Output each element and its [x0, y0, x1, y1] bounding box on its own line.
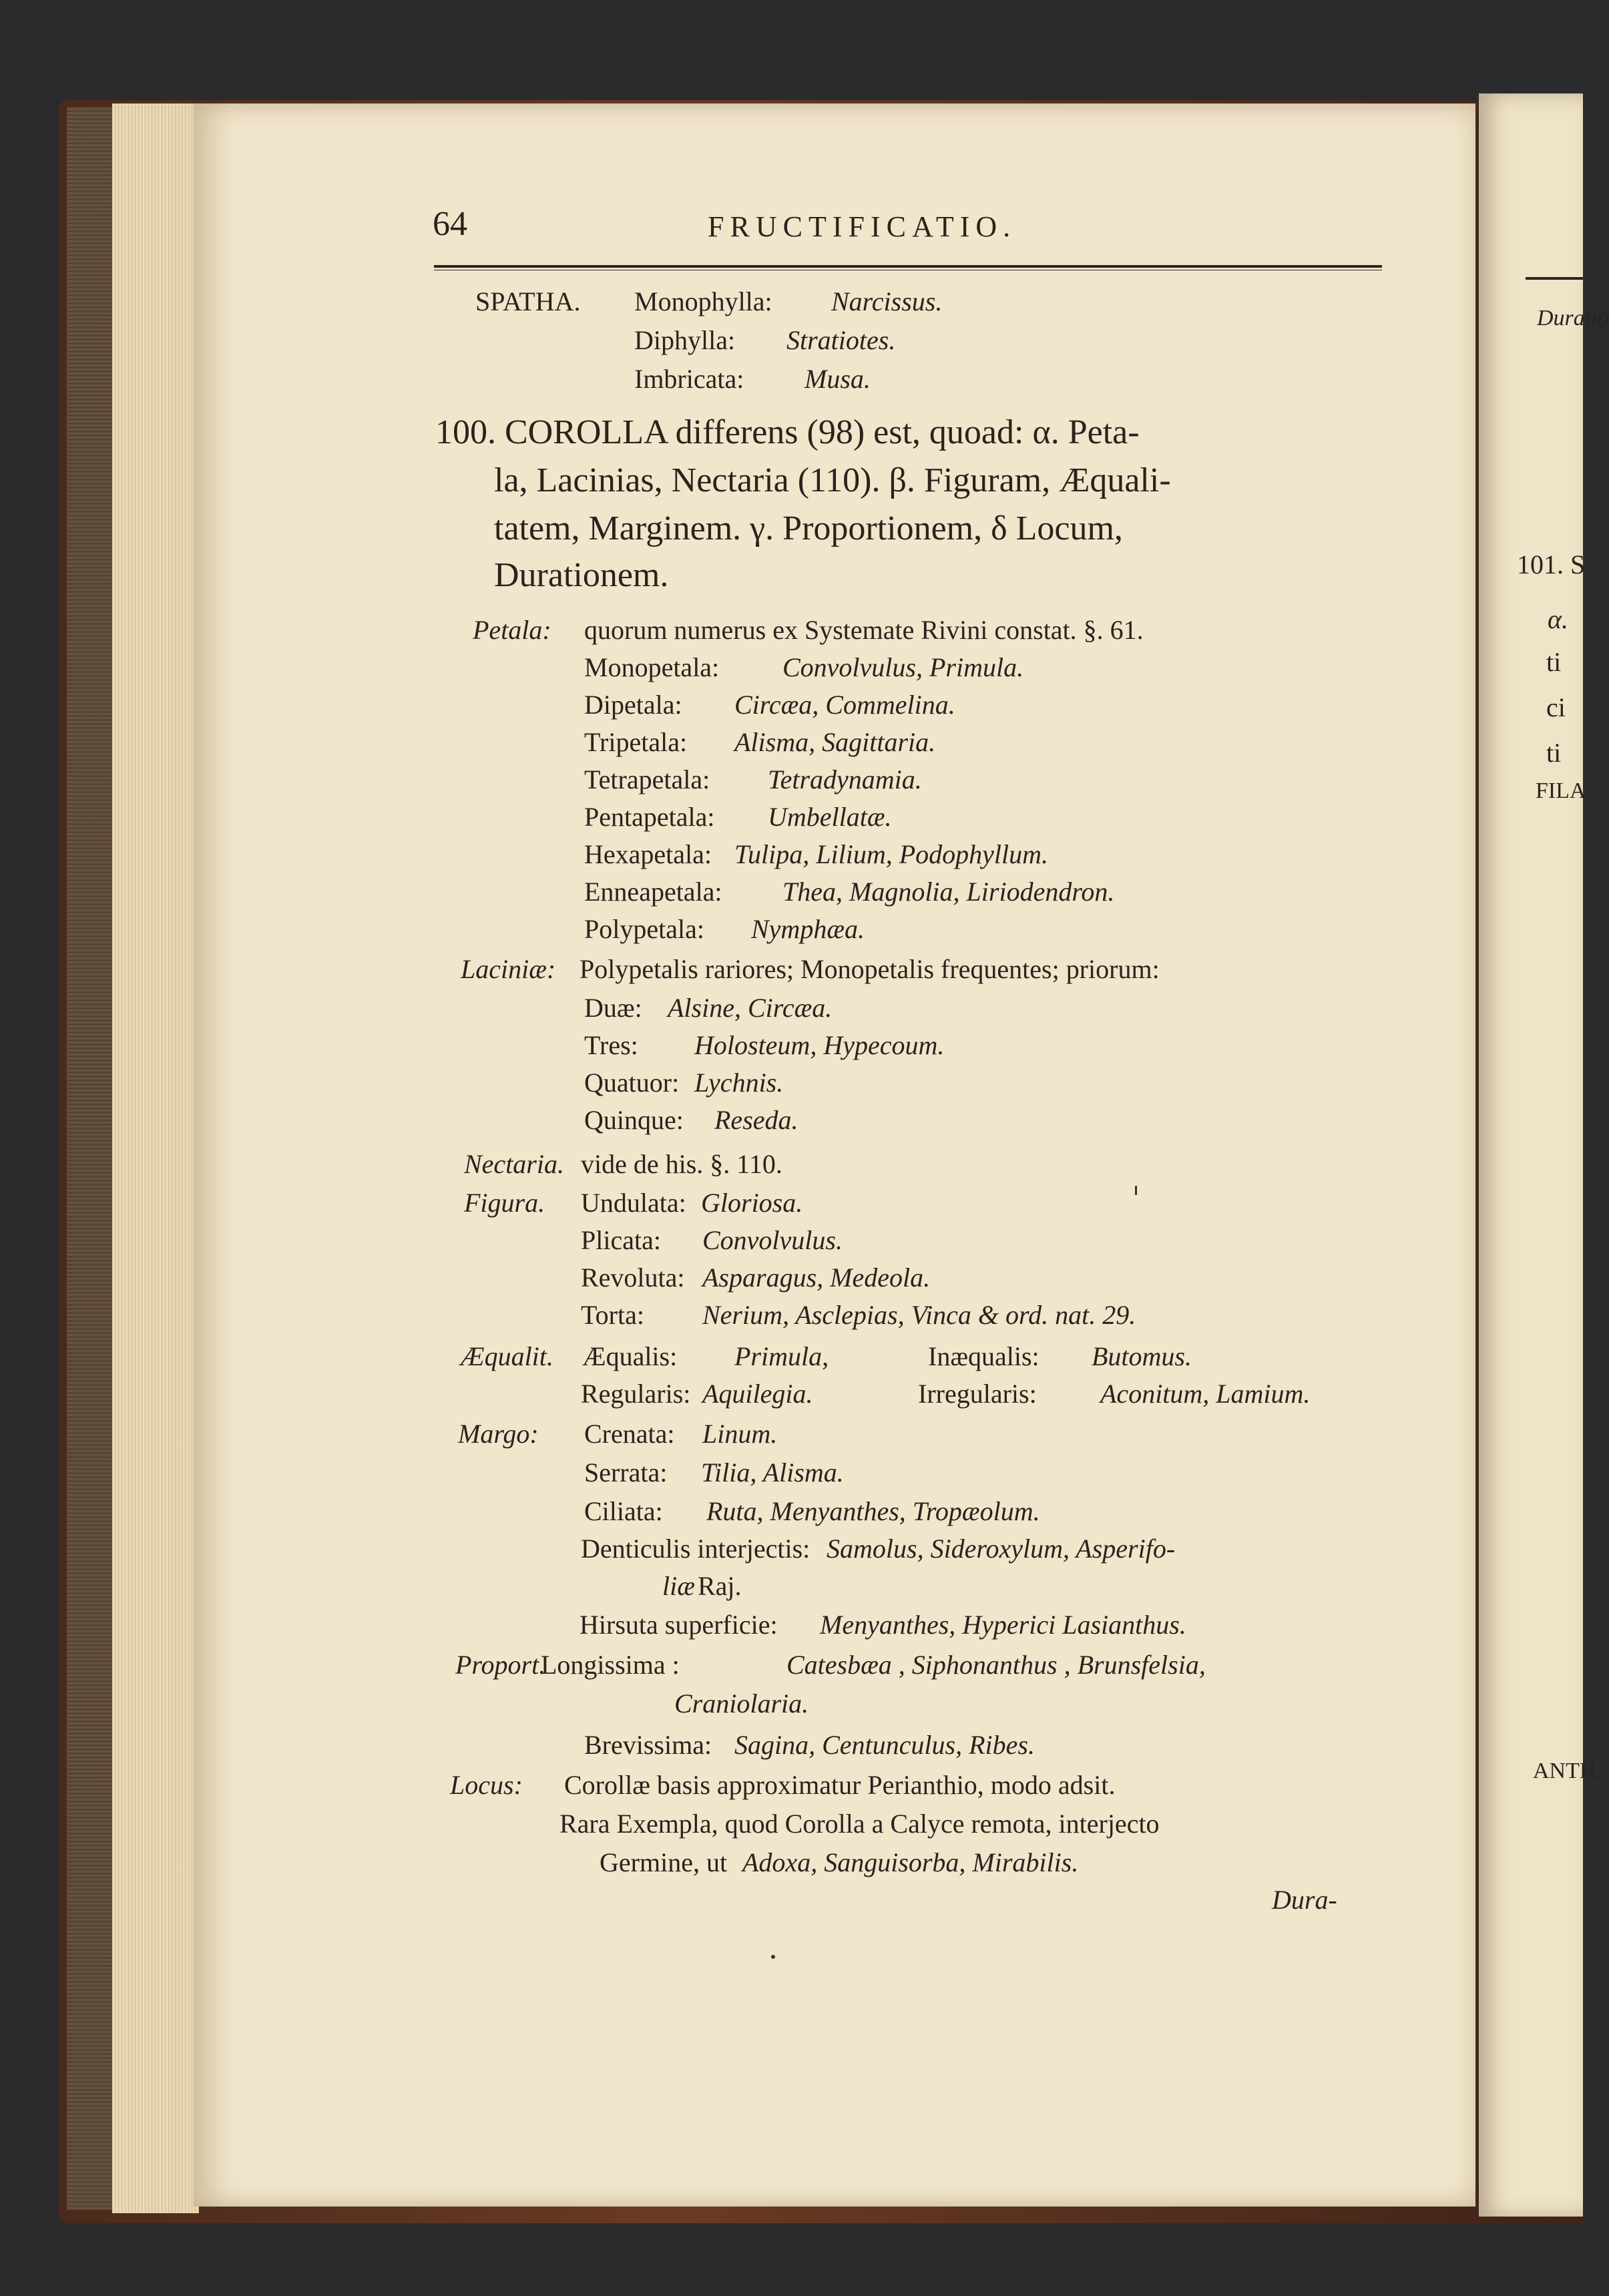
next-page-line-2: ti	[1546, 647, 1562, 677]
petala-2-type: Dipetala:	[584, 690, 682, 720]
proportio-3-type: Brevissima:	[584, 1730, 712, 1760]
next-page-rule	[1526, 277, 1583, 280]
locus-label: Locus:	[450, 1770, 523, 1800]
aequalitas-2-example: Aquilegia.	[702, 1379, 813, 1409]
laciniae-1-example: Alsine, Circæa.	[668, 993, 833, 1023]
margo-4-example: Samolus, Sideroxylum, Asperifo-	[827, 1534, 1176, 1564]
page-speck	[771, 1955, 775, 1959]
petala-text: quorum numerus ex Systemate Rivini constat. §. 61.	[584, 615, 1144, 645]
proportio-1-type: Longissima :	[541, 1650, 680, 1680]
laciniae-3-count: Quatuor:	[584, 1068, 680, 1098]
spatha-3-example: Musa.	[804, 364, 871, 394]
figura-1-type: Undulata:	[581, 1188, 686, 1218]
figura-1-example: Gloriosa.	[701, 1188, 803, 1218]
margo-1-type: Crenata:	[584, 1419, 675, 1449]
aequalitas-1-example: Primula,	[734, 1341, 829, 1371]
laciniae-3-example: Lychnis.	[694, 1068, 784, 1098]
spatha-heading: SPATHA.	[475, 286, 581, 316]
margo-6-type: Hirsuta superficie:	[580, 1610, 778, 1640]
margo-4-type: Denticulis interjectis:	[581, 1534, 811, 1564]
figura-2-type: Plicata:	[581, 1225, 661, 1255]
petala-7-type: Enneapetala:	[584, 877, 722, 907]
proportio-2-example: Craniolaria.	[674, 1688, 809, 1718]
figura-4-example: Nerium, Asclepias, Vinca & ord. nat. 29.	[702, 1300, 1136, 1330]
petala-8-type: Polypetala:	[584, 914, 704, 944]
locus-line-3-examples: Adoxa, Sanguisorba, Mirabilis.	[742, 1847, 1079, 1877]
margo-2-example: Tilia, Alisma.	[701, 1457, 844, 1487]
header-rule	[434, 265, 1382, 270]
marbled-edge	[67, 107, 113, 2210]
laciniae-label: Laciniæ:	[461, 954, 556, 984]
aequalitas-1-example-b: Butomus.	[1092, 1341, 1192, 1371]
locus-line-2: Rara Exempla, quod Corolla a Calyce remota, interjecto	[559, 1809, 1160, 1839]
section-100-line-3: tatem, Marginem. γ. Proportionem, δ Locum,	[494, 509, 1123, 547]
spatha-1-example: Narcissus.	[831, 286, 943, 316]
section-100-line-1: 100. COROLLA differens (98) est, quoad: α. Peta-	[435, 413, 1140, 451]
petala-5-example: Umbellatæ.	[768, 802, 892, 832]
laciniae-2-example: Holosteum, Hypecoum.	[694, 1030, 945, 1060]
petala-6-example: Tulipa, Lilium, Podophyllum.	[734, 839, 1049, 869]
figura-2-example: Convolvulus.	[702, 1225, 843, 1255]
aequalitas-1-type-b: Inæqualis:	[928, 1341, 1040, 1371]
laciniae-text: Polypetalis rariores; Monopetalis frequentes; priorum:	[580, 954, 1160, 984]
petala-5-type: Pentapetala:	[584, 802, 715, 832]
next-page-line-3: ci	[1546, 692, 1566, 722]
aequalitas-2-type-b: Irregularis:	[918, 1379, 1037, 1409]
petala-2-example: Circæa, Commelina.	[734, 690, 955, 720]
section-100-line-2: la, Lacinias, Nectaria (110). β. Figuram, Æquali-	[494, 461, 1171, 499]
right-page-sliver	[1479, 93, 1586, 2217]
aequalitas-label: Æqualit.	[461, 1341, 553, 1371]
petala-3-type: Tripetala:	[584, 727, 688, 757]
margo-1-example: Linum.	[702, 1419, 778, 1449]
nectaria-text: vide de his. §. 110.	[581, 1149, 782, 1179]
margo-label: Margo:	[458, 1419, 539, 1449]
petala-6-type: Hexapetala:	[584, 839, 712, 869]
aequalitas-1-type: Æqualis:	[582, 1341, 678, 1371]
petala-label: Petala:	[473, 615, 551, 645]
petala-3-example: Alisma, Sagittaria.	[734, 727, 936, 757]
petala-7-example: Thea, Magnolia, Liriodendron.	[782, 877, 1115, 907]
next-page-line-5: FILA	[1536, 778, 1586, 803]
proportio-1-example: Catesbæa , Siphonanthus , Brunsfelsia,	[786, 1650, 1206, 1680]
laciniae-4-example: Reseda.	[714, 1105, 798, 1135]
page-edges	[112, 103, 199, 2213]
next-page-header: Duratio	[1537, 306, 1609, 330]
proportio-3-example: Sagina, Centunculus, Ribes.	[734, 1730, 1035, 1760]
petala-4-type: Tetrapetala:	[584, 764, 710, 794]
proportio-label: Proport.	[455, 1650, 546, 1680]
nectaria-label: Nectaria.	[464, 1149, 564, 1179]
next-page-line-4: ti	[1546, 738, 1562, 768]
locus-line-1: Corollæ basis approximatur Perianthio, modo adsit.	[564, 1770, 1116, 1800]
aequalitas-2-type: Regularis:	[581, 1379, 691, 1409]
page-speck	[1135, 1186, 1137, 1195]
margo-5-author: Raj.	[698, 1571, 742, 1601]
next-page-section: 101. S	[1517, 549, 1586, 580]
next-page-line-1: α.	[1548, 604, 1568, 634]
margo-3-type: Ciliata:	[584, 1496, 663, 1526]
page-number: 64	[433, 205, 467, 243]
petala-4-example: Tetradynamia.	[768, 764, 922, 794]
laciniae-1-count: Duæ:	[584, 993, 642, 1023]
margo-2-type: Serrata:	[584, 1457, 668, 1487]
figura-label: Figura.	[464, 1188, 545, 1218]
locus-line-3-text: Germine, ut	[600, 1847, 728, 1877]
petala-1-type: Monopetala:	[584, 652, 720, 682]
laciniae-4-count: Quinque:	[584, 1105, 684, 1135]
running-header: FRUCTIFICATIO.	[708, 210, 1017, 243]
figura-4-type: Torta:	[581, 1300, 644, 1330]
figura-3-type: Revoluta:	[581, 1262, 685, 1293]
aequalitas-2-example-b: Aconitum, Lamium.	[1100, 1379, 1311, 1409]
figura-3-example: Asparagus, Medeola.	[702, 1262, 931, 1293]
petala-1-example: Convolvulus, Primula.	[782, 652, 1024, 682]
petala-8-example: Nymphæa.	[751, 914, 865, 944]
spatha-2-example: Stratiotes.	[786, 325, 896, 355]
spatha-1-type: Monophylla:	[634, 286, 772, 316]
margo-3-example: Ruta, Menyanthes, Tropæolum.	[706, 1496, 1040, 1526]
catchword: Dura-	[1272, 1885, 1337, 1915]
spatha-2-type: Diphylla:	[634, 325, 736, 355]
laciniae-2-count: Tres:	[584, 1030, 638, 1060]
section-100-line-4: Durationem.	[494, 556, 669, 594]
next-page-line-6: ANTH.	[1533, 1759, 1602, 1783]
spatha-3-type: Imbricata:	[634, 364, 744, 394]
margo-5-example: liæ	[662, 1571, 695, 1601]
margo-6-example: Menyanthes, Hyperici Lasianthus.	[820, 1610, 1186, 1640]
